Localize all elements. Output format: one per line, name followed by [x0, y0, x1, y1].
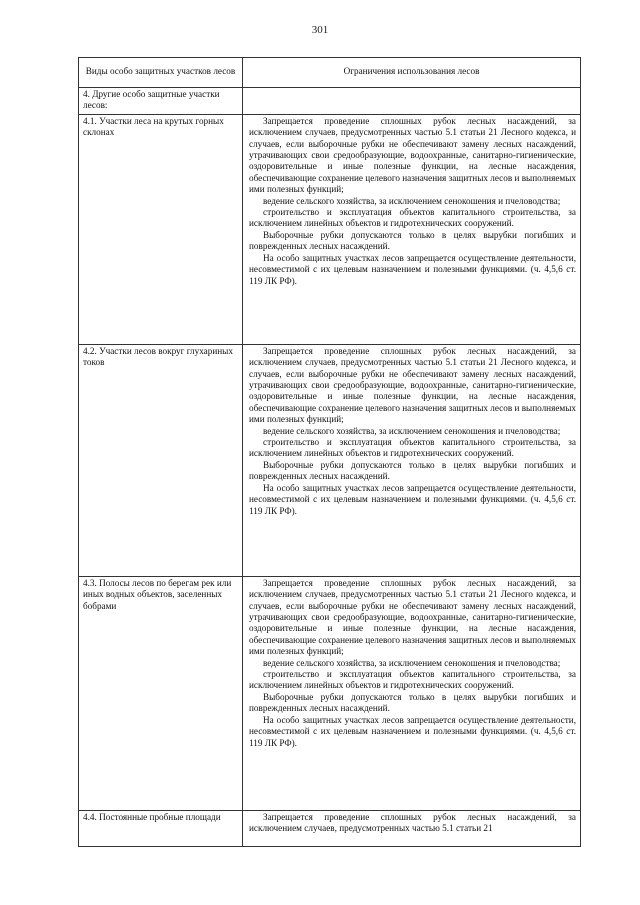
restrictions-cell — [243, 344, 581, 576]
restriction-paragraph: ведение сельского хозяйства, за исключением сенокошения и пчеловодства; — [263, 195, 561, 206]
restriction-paragraph: На особо защитных участках лесов запрещается осуществление деятельности, несовместимой с их целевым назначением и полезными функциями. (ч. 4,5,6 ст. 119 ЛК РФ). — [249, 714, 576, 748]
page-number: 301 — [311, 24, 329, 36]
restriction-paragraph: строительство и эксплуатация объектов капитального строительства, за исключением линейных объектов и гидротехнических сооружений. — [249, 669, 576, 691]
restriction-paragraph: Запрещается проведение сплошных рубок лесных насаждений, за исключением случаев, предусмотренных частью 5.1 статьи 21 Лесного кодекса, и случаев, если выборочные рубки не обеспечивают замену лесных насаждений, утрачивающих свои средообразующие, водоохранные, санитарно-гигиенические, оздоровительные и иные полезные функции, на лесные насаждения, обеспечивающие сохранение целевого назначения защитных лесов и выполняемых ими полезных функций; — [249, 345, 576, 425]
restriction-paragraph: ведение сельского хозяйства, за исключением сенокошения и пчеловодства; — [263, 657, 561, 668]
table-row — [79, 576, 581, 810]
table-row — [79, 344, 581, 576]
area-type-cell: 4.2. Участки лесов вокруг глухариных токов — [79, 344, 243, 576]
restriction-paragraph: Выборочные рубки допускаются только в целях вырубки погибших и поврежденных лесных насаждений. — [249, 229, 576, 252]
area-type-cell: 4.1. Участки леса на крутых горных склонах — [79, 114, 243, 344]
header-usage-restrictions: Ограничения использования лесов — [243, 58, 581, 88]
restriction-paragraph: Выборочные рубки допускаются только в целях вырубки погибших и поврежденных лесных насаждений. — [249, 459, 576, 482]
restrictions-cell — [243, 114, 581, 344]
restriction-paragraph: Запрещается проведение сплошных рубок лесных насаждений, за исключением случаев, предусмотренных частью 5.1 статьи 21 Лесного кодекса, и случаев, если выборочные рубки не обеспечивают замену лесных насаждений, утрачивающих свои средообразующие, водоохранные, санитарно-гигиенические, оздоровительные и иные полезные функции, на лесные насаждения, обеспечивающие сохранение целевого назначения защитных лесов и выполняемых ими полезных функций; — [249, 577, 576, 657]
restriction-paragraph: Запрещается проведение сплошных рубок лесных насаждений, за исключением случаев, предусмотренных частью 5.1 статьи 21 Лесного кодекса, и случаев, если выборочные рубки не обеспечивают замену лесных насаждений, утрачивающих свои средообразующие, водоохранные, санитарно-гигиенические, оздоровительные и иные полезные функции, на лесные насаждения, обеспечивающие сохранение целевого назначения защитных лесов и выполняемых ими полезных функций; — [249, 115, 576, 195]
restrictions-cell — [243, 810, 581, 846]
restriction-paragraph: строительство и эксплуатация объектов капитального строительства, за исключением линейных объектов и гидротехнических сооружений. — [249, 437, 576, 459]
restriction-paragraph: На особо защитных участках лесов запрещается осуществление деятельности, несовместимой с их целевым назначением и полезными функциями. (ч. 4,5,6 ст. 119 ЛК РФ). — [249, 252, 576, 286]
restriction-paragraph: Запрещается проведение сплошных рубок лесных насаждений, за исключением случаев, предусмотренных частью 5.1 статьи 21 — [249, 811, 576, 834]
table-section-row — [79, 88, 581, 115]
restrictions-cell — [243, 576, 581, 810]
table-row — [79, 810, 581, 846]
header-protected-area-types: Виды особо защитных участков лесов — [79, 58, 243, 88]
restrictions-table — [78, 57, 581, 847]
restriction-paragraph: На особо защитных участках лесов запрещается осуществление деятельности, несовместимой с их целевым назначением и полезными функциями. (ч. 4,5,6 ст. 119 ЛК РФ). — [249, 482, 576, 516]
restriction-paragraph: Выборочные рубки допускаются только в целях вырубки погибших и поврежденных лесных насаждений. — [249, 691, 576, 714]
table-row — [79, 114, 581, 344]
restriction-paragraph: ведение сельского хозяйства, за исключением сенокошения и пчеловодства; — [263, 425, 561, 436]
restriction-paragraph: строительство и эксплуатация объектов капитального строительства, за исключением линейных объектов и гидротехнических сооружений. — [249, 207, 576, 229]
area-type-cell: 4.4. Постоянные пробные площади — [79, 810, 243, 846]
section-empty-cell — [243, 88, 581, 115]
section-title: 4. Другие особо защитные участки лесов: — [79, 88, 243, 115]
table-header-row — [79, 58, 581, 88]
area-type-cell: 4.3. Полосы лесов по берегам рек или иных водных объектов, заселенных бобрами — [79, 576, 243, 810]
